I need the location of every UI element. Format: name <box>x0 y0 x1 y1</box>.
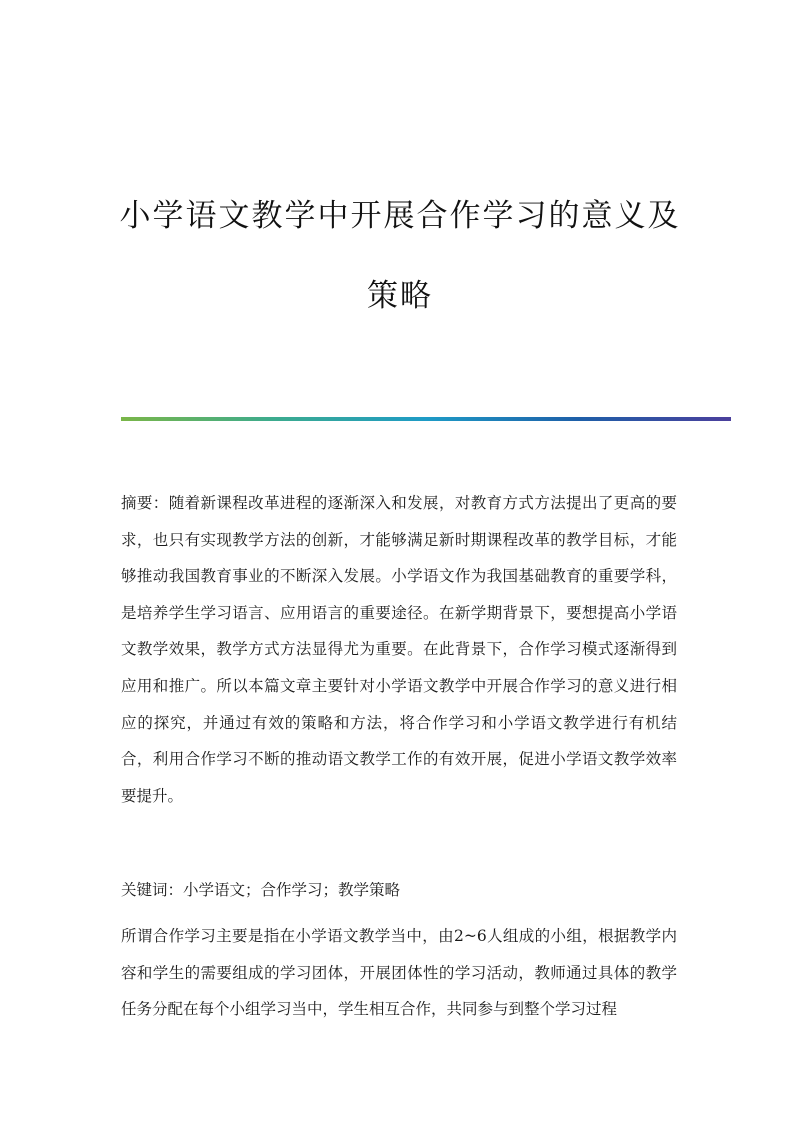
document-title-line-2: 策略 <box>367 278 433 314</box>
abstract-text: 随着新课程改革进程的逐渐深入和发展，对教育方式方法提出了更高的要求，也只有实现教学方法的创新，才能够满足新时期课程改革的教学目标，才能够推动我国教育事业的不断深入发展。小学语文作为我国基础教育的重要学科，是培养学生学习语言、应用语言的重要途径。在新学期背景下，要想提高小学语文教学效果，教学方式方法显得尤为重要。在此背景下，合作学习模式逐渐得到应用和推广。所以本篇文章主要针对小学语文教学中开展合作学习的意义进行相应的探究，并通过有效的策略和方法，将合作学习和小学语文教学进行有机结合，利用合作学习不断的推动语文教学工作的有效开展，促进小学语文教学效率要提升。 <box>121 494 677 805</box>
gradient-divider <box>121 417 731 421</box>
keywords-text: 小学语文；合作学习；教学策略 <box>183 881 401 899</box>
abstract-paragraph <box>121 485 677 814</box>
keywords-label: 关键词： <box>121 881 184 899</box>
document-title-line-1: 小学语文教学中开展合作学习的意义及 <box>119 198 681 234</box>
body-paragraph: 所谓合作学习主要是指在小学语文教学当中，由2~6人组成的小组，根据教学内容和学生的需要组成的学习团体，开展团体性的学习活动，教师通过具体的教学任务分配在每个小组学习当中，学生相互合作，共同参与到整个学习过程 <box>121 927 677 1019</box>
abstract-label: 摘要： <box>121 494 169 512</box>
keywords-paragraph <box>121 872 677 909</box>
